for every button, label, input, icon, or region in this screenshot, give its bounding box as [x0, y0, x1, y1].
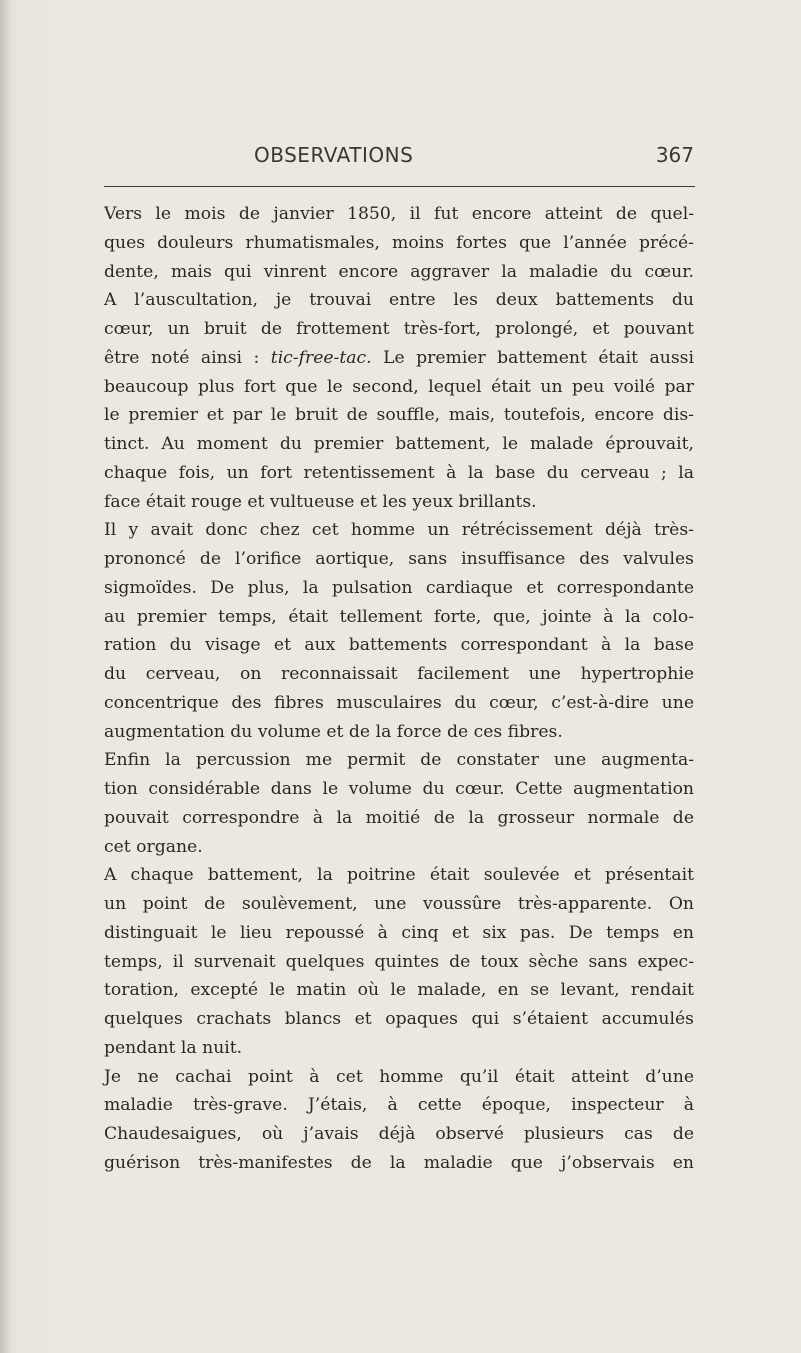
- text-segment: Le premier battement était aussi: [371, 347, 694, 368]
- text-line: tion considérable dans le volume du cœur. Cette augmentation: [104, 779, 694, 799]
- text-line: Il y avait donc chez cet homme un rétrécissement déjà très-: [104, 520, 694, 541]
- text-line: distinguait le lieu repoussé à cinq et six pas. De temps en: [104, 922, 694, 943]
- text-line: face était rouge et vultueuse et les yeux brillants.: [104, 491, 537, 512]
- text-line: cet organe.: [104, 836, 203, 857]
- text-line: du cerveau, on reconnaissait facilement une hypertrophie: [104, 664, 694, 684]
- text-line: A chaque battement, la poitrine était soulevée et présentait: [104, 865, 694, 886]
- text-line: un point de soulèvement, une voussûre très-apparente. On: [104, 894, 694, 914]
- text-line: ques douleurs rhumatismales, moins fortes que l’année précé-: [104, 232, 694, 253]
- text-line: dente, mais qui vinrent encore aggraver la maladie du cœur.: [104, 261, 694, 282]
- text-line: toration, excepté le matin où le malade, en se levant, rendait: [104, 980, 694, 1001]
- page-number: 367: [655, 143, 694, 167]
- text-line: chaque fois, un fort retentissement à la base du cerveau ; la: [104, 462, 694, 483]
- header-rule: [104, 186, 695, 187]
- text-line: Je ne cachai point à cet homme qu’il était atteint d’une: [104, 1066, 694, 1087]
- text-line: beaucoup plus fort que le second, lequel était un peu voilé par: [104, 376, 694, 397]
- text-line-with-italic: [104, 344, 694, 373]
- text-segment: être noté ainsi :: [104, 347, 271, 368]
- text-line: cœur, un bruit de frottement très-fort, prolongé, et pouvant: [104, 319, 694, 339]
- text-line: A l’auscultation, je trouvai entre les deux battements du: [104, 290, 694, 311]
- text-line: Vers le mois de janvier 1850, il fut encore atteint de quel-: [104, 204, 694, 224]
- text-line: pouvait correspondre à la moitié de la grosseur normale de: [104, 807, 694, 828]
- text-line: sigmoïdes. De plus, la pulsation cardiaque et correspondante: [104, 577, 694, 598]
- text-line: Chaudesaigues, où j’avais déjà observé plusieurs cas de: [104, 1124, 694, 1144]
- text-line: tinct. Au moment du premier battement, le malade éprouvait,: [104, 434, 694, 454]
- text-line: concentrique des fibres musculaires du cœur, c’est-à-dire une: [104, 692, 694, 713]
- text-line: au premier temps, était tellement forte, que, jointe à la colo-: [104, 606, 694, 627]
- text-line: temps, il survenait quelques quintes de toux sèche sans expec-: [104, 951, 694, 972]
- text-line: le premier et par le bruit de souffle, mais, toutefois, encore dis-: [104, 405, 694, 426]
- italic-phrase: tic-free-tac.: [270, 347, 372, 368]
- text-line: quelques crachats blancs et opaques qui s’étaient accumulés: [104, 1009, 694, 1029]
- body-text: [104, 200, 694, 1178]
- text-line: pendant la nuit.: [104, 1037, 243, 1058]
- text-line: prononcé de l’orifice aortique, sans insuffisance des valvules: [104, 549, 694, 569]
- running-head: [104, 143, 694, 171]
- text-line: guérison très-manifestes de la maladie que j’observais en: [104, 1152, 694, 1173]
- text-line: maladie très-grave. J’étais, à cette époque, inspecteur à: [104, 1095, 694, 1116]
- text-line: augmentation du volume et de la force de ces fibres.: [104, 721, 563, 742]
- text-line: Enfin la percussion me permit de constater une augmenta-: [104, 750, 694, 771]
- text-line: ration du visage et aux battements correspondant à la base: [104, 635, 694, 656]
- binding-shadow: [0, 0, 10, 1353]
- running-title: OBSERVATIONS: [254, 143, 414, 167]
